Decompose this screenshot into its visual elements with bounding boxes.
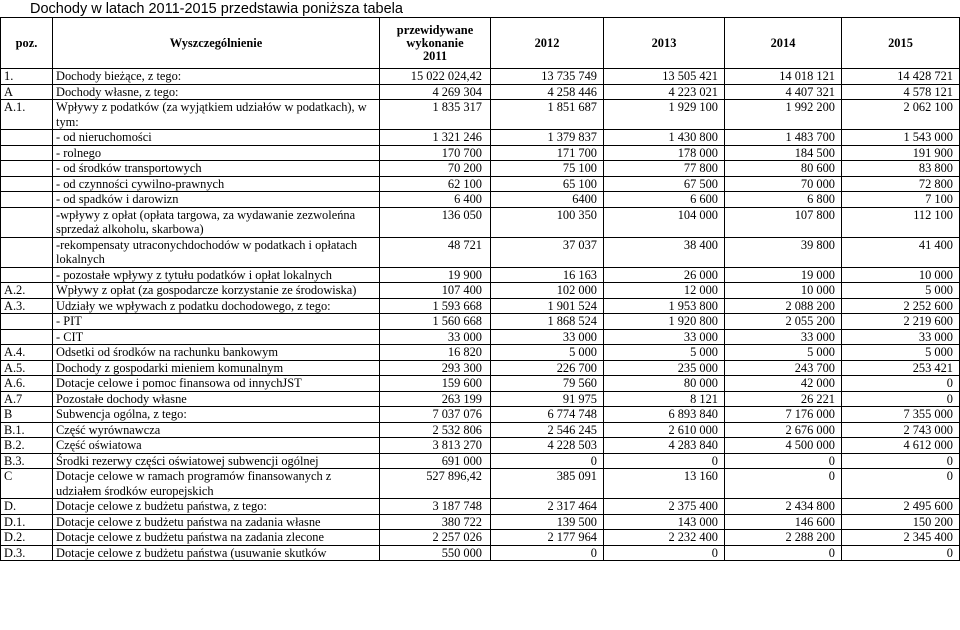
value-2011: 3 813 270 <box>380 438 491 454</box>
value-2012: 33 000 <box>491 329 604 345</box>
value-2015: 41 400 <box>842 237 960 267</box>
value-2013: 104 000 <box>604 207 725 237</box>
value-2013: 2 232 400 <box>604 530 725 546</box>
value-2011: 527 896,42 <box>380 469 491 499</box>
table-header-row <box>1 18 960 69</box>
row-position: D.2. <box>1 530 53 546</box>
value-2013: 80 000 <box>604 376 725 392</box>
value-2011: 6 400 <box>380 192 491 208</box>
value-2012: 1 901 524 <box>491 298 604 314</box>
row-position: A.5. <box>1 360 53 376</box>
value-2013: 2 610 000 <box>604 422 725 438</box>
table-row <box>1 469 960 499</box>
header-lp: poz. <box>1 18 53 69</box>
value-2015: 2 062 100 <box>842 100 960 130</box>
value-2014: 7 176 000 <box>725 407 842 423</box>
row-position <box>1 207 53 237</box>
value-2013: 1 920 800 <box>604 314 725 330</box>
table-row <box>1 530 960 546</box>
value-2011: 293 300 <box>380 360 491 376</box>
value-2012: 5 000 <box>491 345 604 361</box>
value-2011: 7 037 076 <box>380 407 491 423</box>
value-2011: 1 321 246 <box>380 130 491 146</box>
row-position: A.7 <box>1 391 53 407</box>
value-2012: 2 177 964 <box>491 530 604 546</box>
table-row <box>1 84 960 100</box>
row-description: Dotacje celowe z budżetu państwa, z tego: <box>53 499 380 515</box>
value-2014: 1 483 700 <box>725 130 842 146</box>
value-2012: 2 546 245 <box>491 422 604 438</box>
value-2011: 33 000 <box>380 329 491 345</box>
value-2011: 16 820 <box>380 345 491 361</box>
table-row <box>1 499 960 515</box>
header-2011 <box>380 18 491 69</box>
value-2013: 33 000 <box>604 329 725 345</box>
value-2011: 62 100 <box>380 176 491 192</box>
header-2011-line3: 2011 <box>422 49 448 63</box>
table-row <box>1 453 960 469</box>
table-row <box>1 192 960 208</box>
row-description: - pozostałe wpływy z tytułu podatków i opłat lokalnych <box>53 267 380 283</box>
value-2012: 1 851 687 <box>491 100 604 130</box>
value-2015: 253 421 <box>842 360 960 376</box>
value-2015: 150 200 <box>842 514 960 530</box>
value-2012: 100 350 <box>491 207 604 237</box>
value-2012: 37 037 <box>491 237 604 267</box>
value-2012: 1 868 524 <box>491 314 604 330</box>
row-position: B.2. <box>1 438 53 454</box>
value-2015: 1 543 000 <box>842 130 960 146</box>
row-description: -rekompensaty utraconychdochodów w podatkach i opłatach lokalnych <box>53 237 380 267</box>
value-2012: 385 091 <box>491 469 604 499</box>
value-2011: 70 200 <box>380 161 491 177</box>
header-2013: 2013 <box>604 18 725 69</box>
row-description: - od nieruchomości <box>53 130 380 146</box>
table-row <box>1 176 960 192</box>
table-row <box>1 514 960 530</box>
value-2012: 16 163 <box>491 267 604 283</box>
value-2014: 70 000 <box>725 176 842 192</box>
value-2012: 0 <box>491 545 604 561</box>
value-2012: 4 228 503 <box>491 438 604 454</box>
value-2014: 4 407 321 <box>725 84 842 100</box>
value-2011: 2 532 806 <box>380 422 491 438</box>
row-position: B.1. <box>1 422 53 438</box>
value-2013: 1 953 800 <box>604 298 725 314</box>
row-position: A.6. <box>1 376 53 392</box>
row-position: 1. <box>1 69 53 85</box>
row-description: Subwencja ogólna, z tego: <box>53 407 380 423</box>
header-2012: 2012 <box>491 18 604 69</box>
table-row <box>1 130 960 146</box>
table-row <box>1 237 960 267</box>
value-2012: 6 774 748 <box>491 407 604 423</box>
value-2013: 4 223 021 <box>604 84 725 100</box>
value-2015: 7 100 <box>842 192 960 208</box>
value-2014: 107 800 <box>725 207 842 237</box>
value-2015: 191 900 <box>842 145 960 161</box>
value-2015: 10 000 <box>842 267 960 283</box>
value-2012: 4 258 446 <box>491 84 604 100</box>
value-2014: 2 434 800 <box>725 499 842 515</box>
value-2012: 102 000 <box>491 283 604 299</box>
table-row <box>1 267 960 283</box>
value-2014: 4 500 000 <box>725 438 842 454</box>
row-position <box>1 176 53 192</box>
value-2013: 8 121 <box>604 391 725 407</box>
value-2013: 26 000 <box>604 267 725 283</box>
value-2014: 14 018 121 <box>725 69 842 85</box>
value-2014: 184 500 <box>725 145 842 161</box>
row-description: - od czynności cywilno-prawnych <box>53 176 380 192</box>
value-2015: 0 <box>842 545 960 561</box>
row-position <box>1 145 53 161</box>
value-2014: 2 055 200 <box>725 314 842 330</box>
income-table <box>0 17 960 561</box>
value-2014: 1 992 200 <box>725 100 842 130</box>
row-position: A <box>1 84 53 100</box>
table-row <box>1 207 960 237</box>
value-2015: 2 345 400 <box>842 530 960 546</box>
value-2012: 1 379 837 <box>491 130 604 146</box>
row-description: Dotacje celowe z budżetu państwa na zadania własne <box>53 514 380 530</box>
row-description: - PIT <box>53 314 380 330</box>
value-2013: 67 500 <box>604 176 725 192</box>
value-2015: 0 <box>842 391 960 407</box>
value-2012: 171 700 <box>491 145 604 161</box>
row-description: -wpływy z opłat (opłata targowa, za wydawanie zezwoleńna sprzedaż alkoholu, skarbowa) <box>53 207 380 237</box>
header-2014: 2014 <box>725 18 842 69</box>
row-position: D.1. <box>1 514 53 530</box>
value-2015: 0 <box>842 469 960 499</box>
value-2015: 2 743 000 <box>842 422 960 438</box>
value-2014: 80 600 <box>725 161 842 177</box>
table-row <box>1 298 960 314</box>
value-2011: 1 560 668 <box>380 314 491 330</box>
row-position <box>1 329 53 345</box>
value-2014: 0 <box>725 453 842 469</box>
value-2013: 4 283 840 <box>604 438 725 454</box>
value-2014: 10 000 <box>725 283 842 299</box>
value-2014: 2 288 200 <box>725 530 842 546</box>
value-2013: 6 893 840 <box>604 407 725 423</box>
value-2011: 136 050 <box>380 207 491 237</box>
value-2014: 5 000 <box>725 345 842 361</box>
value-2015: 2 219 600 <box>842 314 960 330</box>
row-description: - rolnego <box>53 145 380 161</box>
header-desc: Wyszczególnienie <box>53 18 380 69</box>
value-2013: 5 000 <box>604 345 725 361</box>
value-2011: 3 187 748 <box>380 499 491 515</box>
row-position: B <box>1 407 53 423</box>
value-2015: 14 428 721 <box>842 69 960 85</box>
table-row <box>1 314 960 330</box>
page-title: Dochody w latach 2011-2015 przedstawia poniższa tabela <box>30 1 403 17</box>
value-2011: 550 000 <box>380 545 491 561</box>
value-2014: 2 088 200 <box>725 298 842 314</box>
value-2015: 4 578 121 <box>842 84 960 100</box>
value-2015: 2 495 600 <box>842 499 960 515</box>
row-position <box>1 237 53 267</box>
row-description: Wpływy z opłat (za gospodarcze korzystanie ze środowiska) <box>53 283 380 299</box>
value-2012: 79 560 <box>491 376 604 392</box>
row-position <box>1 192 53 208</box>
row-description: - CIT <box>53 329 380 345</box>
value-2014: 39 800 <box>725 237 842 267</box>
value-2014: 146 600 <box>725 514 842 530</box>
value-2014: 19 000 <box>725 267 842 283</box>
value-2012: 226 700 <box>491 360 604 376</box>
row-position: A.4. <box>1 345 53 361</box>
value-2011: 170 700 <box>380 145 491 161</box>
value-2013: 6 600 <box>604 192 725 208</box>
row-description: Dochody z gospodarki mieniem komunalnym <box>53 360 380 376</box>
table-row <box>1 145 960 161</box>
row-position <box>1 130 53 146</box>
value-2013: 235 000 <box>604 360 725 376</box>
value-2015: 72 800 <box>842 176 960 192</box>
value-2013: 143 000 <box>604 514 725 530</box>
row-position: A.2. <box>1 283 53 299</box>
table-row <box>1 69 960 85</box>
row-description: Odsetki od środków na rachunku bankowym <box>53 345 380 361</box>
value-2013: 0 <box>604 453 725 469</box>
value-2015: 5 000 <box>842 345 960 361</box>
value-2014: 2 676 000 <box>725 422 842 438</box>
value-2015: 7 355 000 <box>842 407 960 423</box>
value-2013: 38 400 <box>604 237 725 267</box>
row-position: A.3. <box>1 298 53 314</box>
row-description: Środki rezerwy części oświatowej subwencji ogólnej <box>53 453 380 469</box>
value-2013: 178 000 <box>604 145 725 161</box>
value-2015: 33 000 <box>842 329 960 345</box>
value-2011: 1 835 317 <box>380 100 491 130</box>
row-description: Dochody własne, z tego: <box>53 84 380 100</box>
value-2011: 107 400 <box>380 283 491 299</box>
value-2011: 4 269 304 <box>380 84 491 100</box>
value-2014: 6 800 <box>725 192 842 208</box>
value-2014: 243 700 <box>725 360 842 376</box>
value-2013: 1 929 100 <box>604 100 725 130</box>
table-body <box>1 69 960 561</box>
row-position: B.3. <box>1 453 53 469</box>
value-2014: 0 <box>725 545 842 561</box>
value-2011: 2 257 026 <box>380 530 491 546</box>
value-2015: 83 800 <box>842 161 960 177</box>
row-position: A.1. <box>1 100 53 130</box>
table-row <box>1 283 960 299</box>
value-2011: 159 600 <box>380 376 491 392</box>
value-2012: 139 500 <box>491 514 604 530</box>
value-2011: 15 022 024,42 <box>380 69 491 85</box>
table-row <box>1 438 960 454</box>
value-2011: 380 722 <box>380 514 491 530</box>
row-description: Dotacje celowe w ramach programów finansowanych z udziałem środków europejskich <box>53 469 380 499</box>
table-row <box>1 345 960 361</box>
table-row <box>1 100 960 130</box>
value-2013: 12 000 <box>604 283 725 299</box>
value-2015: 5 000 <box>842 283 960 299</box>
row-description: Udziały we wpływach z podatku dochodowego, z tego: <box>53 298 380 314</box>
row-description: Część oświatowa <box>53 438 380 454</box>
value-2015: 112 100 <box>842 207 960 237</box>
row-description: - od środków transportowych <box>53 161 380 177</box>
row-position: D. <box>1 499 53 515</box>
row-position: C <box>1 469 53 499</box>
table-row <box>1 422 960 438</box>
value-2011: 19 900 <box>380 267 491 283</box>
value-2012: 13 735 749 <box>491 69 604 85</box>
row-description: Wpływy z podatków (za wyjątkiem udziałów w podatkach), w tym: <box>53 100 380 130</box>
value-2011: 1 593 668 <box>380 298 491 314</box>
value-2014: 42 000 <box>725 376 842 392</box>
value-2012: 75 100 <box>491 161 604 177</box>
value-2012: 2 317 464 <box>491 499 604 515</box>
value-2015: 2 252 600 <box>842 298 960 314</box>
table-row <box>1 407 960 423</box>
value-2013: 0 <box>604 545 725 561</box>
value-2011: 263 199 <box>380 391 491 407</box>
header-2015: 2015 <box>842 18 960 69</box>
value-2015: 0 <box>842 453 960 469</box>
row-position <box>1 161 53 177</box>
value-2013: 77 800 <box>604 161 725 177</box>
value-2012: 6400 <box>491 192 604 208</box>
row-description: Część wyrównawcza <box>53 422 380 438</box>
value-2013: 2 375 400 <box>604 499 725 515</box>
value-2015: 0 <box>842 376 960 392</box>
table-row <box>1 376 960 392</box>
header-2011-line1: przewidywane <box>396 23 474 37</box>
value-2011: 691 000 <box>380 453 491 469</box>
value-2014: 26 221 <box>725 391 842 407</box>
row-position <box>1 314 53 330</box>
row-description: - od spadków i darowizn <box>53 192 380 208</box>
value-2015: 4 612 000 <box>842 438 960 454</box>
header-2011-line2: wykonanie <box>406 36 464 50</box>
value-2012: 65 100 <box>491 176 604 192</box>
row-position: D.3. <box>1 545 53 561</box>
value-2012: 91 975 <box>491 391 604 407</box>
table-row <box>1 545 960 561</box>
row-description: Dotacje celowe z budżetu państwa na zadania zlecone <box>53 530 380 546</box>
row-description: Pozostałe dochody własne <box>53 391 380 407</box>
value-2011: 48 721 <box>380 237 491 267</box>
table-row <box>1 161 960 177</box>
row-position <box>1 267 53 283</box>
value-2014: 0 <box>725 469 842 499</box>
table-row <box>1 360 960 376</box>
row-description: Dochody bieżące, z tego: <box>53 69 380 85</box>
row-description: Dotacje celowe i pomoc finansowa od innychJST <box>53 376 380 392</box>
value-2013: 1 430 800 <box>604 130 725 146</box>
value-2013: 13 160 <box>604 469 725 499</box>
table-row <box>1 329 960 345</box>
value-2014: 33 000 <box>725 329 842 345</box>
row-description: Dotacje celowe z budżetu państwa (usuwanie skutków <box>53 545 380 561</box>
value-2012: 0 <box>491 453 604 469</box>
table-row <box>1 391 960 407</box>
value-2013: 13 505 421 <box>604 69 725 85</box>
